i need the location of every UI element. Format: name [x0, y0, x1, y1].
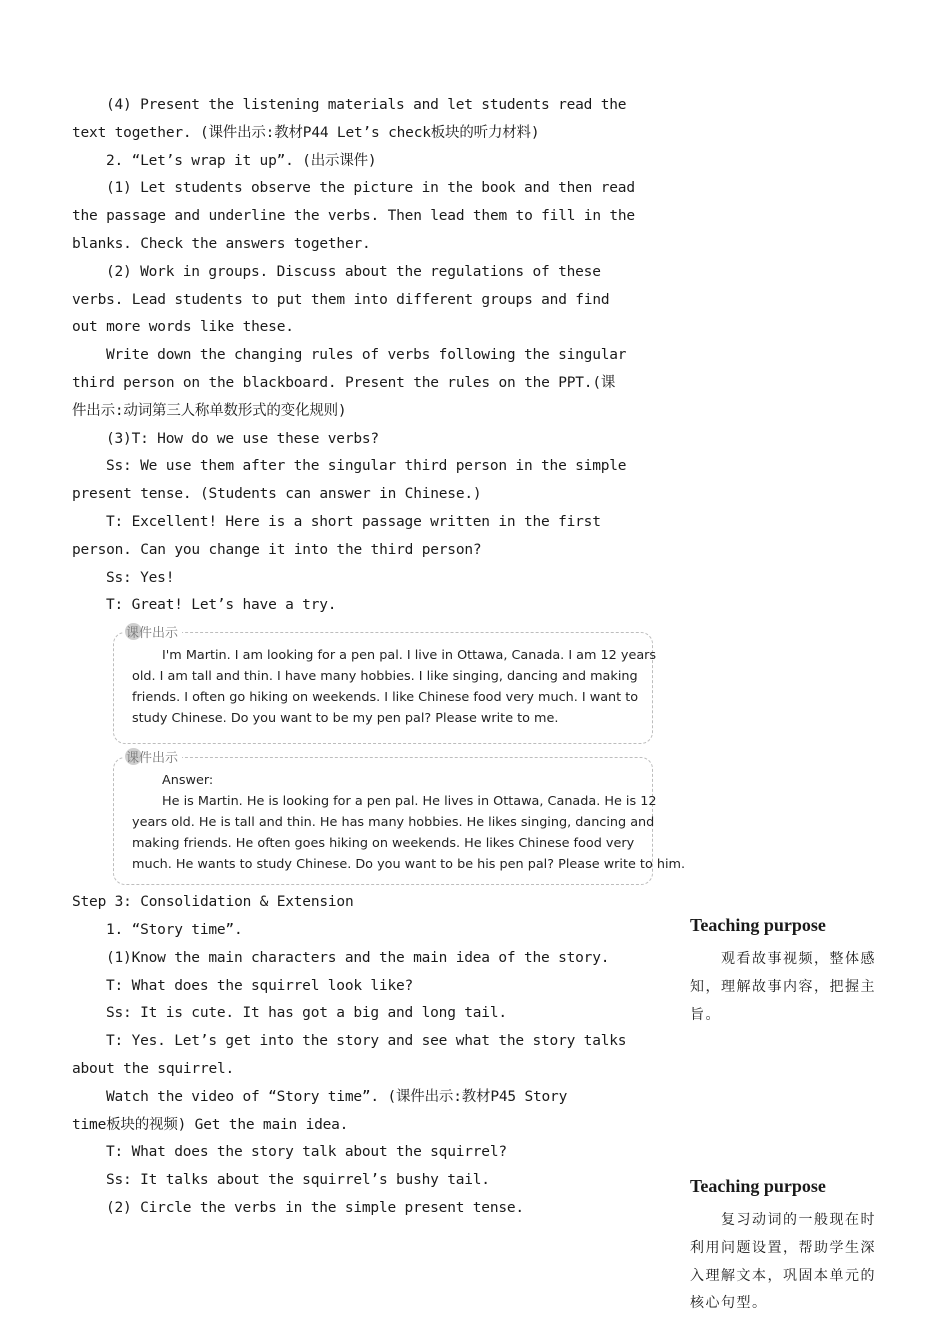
text-line: (1) Let students observe the picture in the book and then read — [106, 180, 635, 197]
teaching-purpose-note-2 — [690, 1173, 905, 1318]
text-line: 件出示:动词第三人称单数形式的变化规则) — [72, 402, 347, 419]
note-body — [690, 1207, 905, 1318]
text-line: study Chinese. Do you want to be my pen pal? Please write to me. — [132, 711, 559, 727]
text-line: blanks. Check the answers together. — [72, 235, 371, 252]
text-line: out more words like these. — [72, 319, 294, 336]
text-line: T: What does the story talk about the squirrel? — [106, 1144, 507, 1161]
text-line: about the squirrel. — [72, 1060, 235, 1077]
text-line: T: Excellent! Here is a short passage written in the first — [106, 513, 601, 530]
text-line: third person on the blackboard. Present the rules on the PPT.(课 — [72, 374, 616, 391]
note-line: 观看故事视频，整体感 — [690, 951, 876, 967]
text-line: person. Can you change it into the third person? — [72, 541, 482, 558]
note-line: 知，理解故事内容，把握主 — [690, 978, 876, 995]
text-line: the passage and underline the verbs. Then lead them to fill in the — [72, 208, 635, 225]
passage-text — [132, 645, 657, 729]
note-title: Teaching purpose — [690, 915, 826, 935]
note-line: 核心句型。 — [690, 1295, 768, 1312]
text-line: Ss: We use them after the singular third person in the simple — [106, 458, 627, 475]
text-line: old. I am tall and thin. I have many hobbies. I like singing, dancing and making — [132, 669, 638, 685]
text-line: 2. “Let’s wrap it up”. (出示课件) — [106, 152, 377, 169]
text-line: verbs. Lead students to put them into different groups and find — [72, 291, 610, 308]
slide-tag — [124, 748, 182, 769]
answer-text — [132, 770, 686, 875]
text-line: T: What does the squirrel look like? — [106, 977, 414, 994]
text-line: (3)T: How do we use these verbs? — [106, 430, 379, 447]
note-line: 旨。 — [690, 1006, 721, 1023]
text-line: 1. “Story time”. — [106, 921, 243, 938]
bottom-text-block — [72, 889, 632, 1223]
slide-box-answer — [113, 751, 686, 885]
text-line: text together. (课件出示:教材P44 Let’s check板块的听力材料) — [72, 124, 540, 141]
text-line: (1)Know the main characters and the main idea of the story. — [106, 949, 610, 966]
slide-tag — [124, 623, 182, 644]
text-line: Watch the video of “Story time”. (课件出示:教材P45 Story — [106, 1088, 568, 1105]
text-line: making friends. He often goes hiking on weekends. He likes Chinese food very — [132, 836, 635, 852]
text-line: T: Great! Let’s have a try. — [106, 597, 337, 614]
note-line: 入理解文本，巩固本单元的 — [690, 1267, 876, 1284]
note-line: 利用问题设置，帮助学生深 — [690, 1239, 876, 1256]
slide-tag-label: 课件出示 — [126, 751, 179, 767]
text-line: Answer: — [162, 773, 214, 789]
text-line: friends. I often go hiking on weekends. I like Chinese food very much. I want to — [132, 690, 639, 706]
note-body — [690, 946, 905, 1029]
text-line: I'm Martin. I am looking for a pen pal. I live in Ottawa, Canada. I am 12 years — [162, 648, 657, 664]
text-line: T: Yes. Let’s get into the story and see what the story talks — [106, 1033, 627, 1050]
text-line: much. He wants to study Chinese. Do you want to be his pen pal? Please write to him. — [132, 857, 686, 873]
text-line: Ss: It talks about the squirrel’s bushy tail. — [106, 1172, 490, 1189]
slide-tag-label: 课件出示 — [126, 626, 179, 642]
text-line: Step 3: Consolidation & Extension — [72, 894, 354, 911]
text-line: Ss: Yes! — [106, 569, 175, 586]
text-line: He is Martin. He is looking for a pen pal. He lives in Ottawa, Canada. He is 12 — [162, 794, 657, 810]
main-column — [72, 92, 686, 1223]
note-title: Teaching purpose — [690, 1176, 826, 1196]
note-line: 复习动词的一般现在时 — [690, 1212, 876, 1228]
text-line: Ss: It is cute. It has got a big and long tail. — [106, 1005, 507, 1022]
text-line: (2) Circle the verbs in the simple present tense. — [106, 1199, 524, 1216]
text-line: Write down the changing rules of verbs following the singular — [106, 347, 627, 364]
text-line: (4) Present the listening materials and let students read the — [106, 97, 627, 113]
top-text-block — [72, 92, 635, 620]
text-line: (2) Work in groups. Discuss about the regulations of these — [106, 263, 601, 280]
text-line: present tense. (Students can answer in Chinese.) — [72, 486, 482, 503]
text-line: time板块的视频) Get the main idea. — [72, 1116, 349, 1133]
slide-box-passage — [113, 626, 657, 744]
teaching-purpose-note-1 — [690, 912, 905, 1029]
text-line: years old. He is tall and thin. He has many hobbies. He likes singing, dancing and — [132, 815, 655, 831]
